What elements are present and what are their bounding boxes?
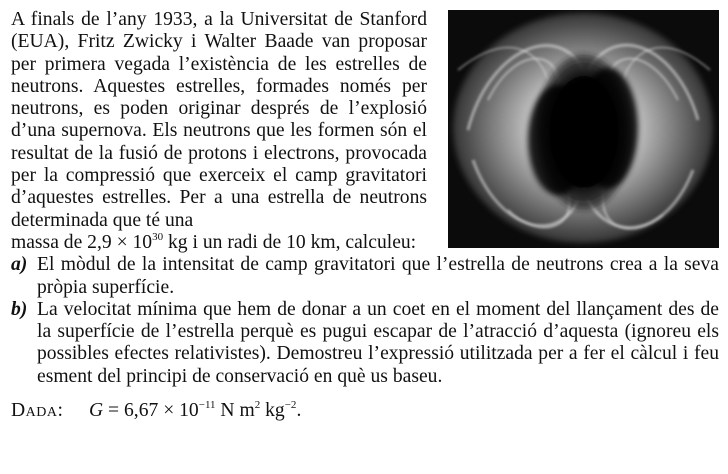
- mass-exponent: 30: [152, 230, 164, 243]
- mass-prefix: massa de 2,9 × 10: [11, 231, 153, 253]
- unit-m-exponent: 2: [254, 399, 261, 412]
- mass-suffix: kg i un radi de 10 km, calculeu:: [163, 231, 417, 253]
- question-b-text: La velocitat mínima que hem de donar a un coet en el moment del llançament des de la superfície de l’estrella perquè es pugui escapar de l’atracció d’aquesta (ignoreu els possibles efectes relativistes). Demostreu l’expressió utilitzada per a fer el càlcul i feu esment del principi de conservació en què us baseu.: [37, 298, 719, 387]
- unit-n-m: N m: [215, 400, 255, 422]
- intro-paragraph: [11, 9, 427, 232]
- question-a-letter: a): [11, 254, 28, 276]
- g-exponent: −11: [198, 399, 216, 412]
- exercise: [11, 9, 719, 422]
- question-b: [11, 299, 719, 388]
- question-a: [11, 254, 719, 299]
- unit-kg: kg: [260, 400, 285, 422]
- question-b-letter: b): [11, 298, 28, 320]
- given-data: [11, 400, 719, 422]
- question-a-text: El mòdul de la intensitat de camp gravitatori que l’estrella de neutrons crea a la seva pròpia superfície.: [37, 254, 719, 298]
- unit-kg-exponent: −2: [284, 399, 297, 412]
- neutron-star-image: [448, 10, 719, 248]
- gravitational-constant-symbol: G: [89, 400, 104, 422]
- intro-text: A finals de l’any 1933, a la Universitat de Stanford (EUA), Fritz Zwicky i Walter Baade van proposar per primera vegada l’existència de les estrelles de neutrons. Aquestes estrelles, formades només per neutrons, es poden originar després de l’explosió d’una supernova. Els neutrons que les formen són el resultat de la fusió de protons i electrons, provocada per la compressió que exerceix el camp gravitatori d’aquestes estrelles. Per a una estrella de neutrons determinada que té una: [11, 9, 427, 231]
- question-list: [11, 254, 719, 388]
- g-value: = 6,67 × 10: [103, 400, 199, 422]
- data-end: .: [296, 400, 302, 422]
- given-data-label: Dada:: [11, 400, 64, 422]
